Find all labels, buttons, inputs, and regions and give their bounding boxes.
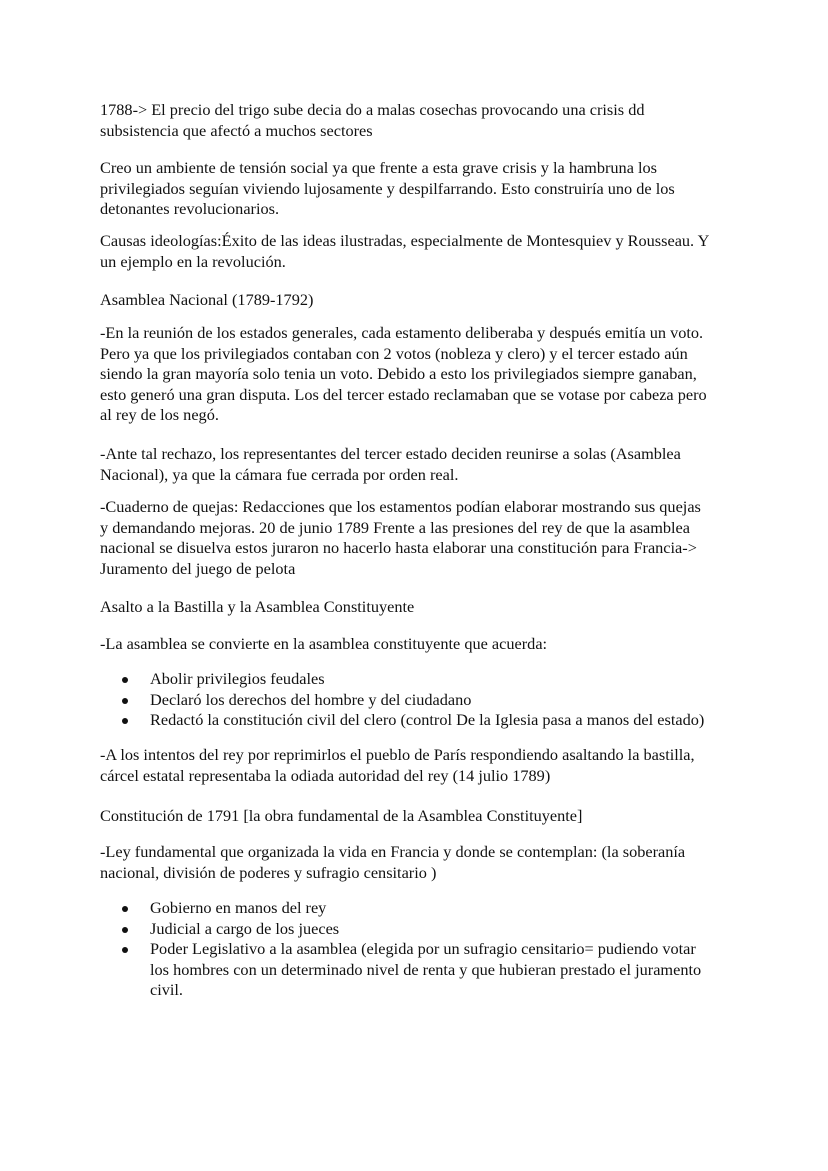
list-item — [100, 710, 740, 731]
paragraph — [100, 158, 740, 220]
text-line: -A los intentos del rey por reprimirlos el pueblo de París respondiendo asaltando la bastilla, — [100, 745, 695, 764]
paragraph — [100, 444, 740, 485]
text-line: Causas ideologías:Éxito de las ideas ilustradas, especialmente de Montesquiev y Rousseau. Y — [100, 231, 710, 250]
text-line: -Ley fundamental que organizada la vida en Francia y donde se contemplan: (la soberanía — [100, 842, 686, 861]
paragraph — [100, 231, 740, 272]
list-item — [100, 939, 740, 1001]
list-item-line: Abolir privilegios feudales — [150, 669, 325, 688]
list-item-line: Judicial a cargo de los jueces — [150, 918, 340, 938]
text-line: al rey de los negó. — [100, 405, 219, 425]
text-line: privilegiados seguían viviendo lujosamente y despilfarrando. Esto construiría uno de los — [100, 178, 675, 198]
text-line: Pero ya que los privilegiados contaban con 2 votos (nobleza y clero) y el tercer estado aún — [100, 343, 688, 363]
paragraph — [100, 842, 740, 883]
section-heading — [100, 806, 740, 827]
list-item — [100, 669, 740, 690]
list-item — [100, 919, 740, 940]
text-line: y demandando mejoras. 20 de junio 1789 Frente a las presiones del rey de que la asamblea — [100, 517, 691, 537]
text-line: -Ante tal rechazo, los representantes del tercer estado deciden reunirse a solas (Asamblea — [100, 444, 681, 463]
text-line: detonantes revolucionarios. — [100, 199, 280, 219]
text-line: -En la reunión de los estados generales, cada estamento deliberaba y después emitía un voto. — [100, 323, 704, 342]
bullet-list — [100, 898, 740, 1001]
paragraph — [100, 497, 740, 579]
text-line: Asalto a la Bastilla y la Asamblea Constituyente — [100, 597, 415, 616]
paragraph — [100, 323, 740, 426]
text-line: siendo la gran mayoría solo tenia un voto. Debido a esto los privilegiados siempre ganaban, — [100, 364, 697, 384]
text-line: esto generó una gran disputa. Los del tercer estado reclamaban que se votase por cabeza pero — [100, 384, 707, 404]
text-line: Nacional), ya que la cámara fue cerrada por orden real. — [100, 464, 459, 484]
list-item — [100, 898, 740, 919]
paragraph — [100, 100, 740, 141]
list-item-line: Poder Legislativo a la asamblea (elegida por un sufragio censitario= pudiendo votar — [150, 939, 696, 959]
list-item-line: Gobierno en manos del rey — [150, 898, 327, 917]
list-item-line: los hombres con un determinado nivel de renta y que hubieran prestado el juramento — [150, 959, 702, 979]
list-item-line: civil. — [150, 980, 184, 1000]
text-line: Asamblea Nacional (1789-1792) — [100, 290, 314, 309]
text-line: un ejemplo en la revolución. — [100, 251, 286, 271]
text-line: 1788-> El precio del trigo sube decia do a malas cosechas provocando una crisis dd — [100, 100, 645, 119]
text-line: -La asamblea se convierte en la asamblea constituyente que acuerda: — [100, 634, 548, 653]
text-line: -Cuaderno de quejas: Redacciones que los estamentos podían elaborar mostrando sus quejas — [100, 497, 701, 516]
bullet-list-items — [100, 898, 740, 1001]
text-line: Creo un ambiente de tensión social ya que frente a esta grave crisis y la hambruna los — [100, 158, 657, 177]
section-heading — [100, 597, 740, 618]
list-item-line: Redactó la constitución civil del clero (control De la Iglesia pasa a manos del estado) — [150, 710, 705, 730]
paragraph — [100, 745, 740, 786]
text-line: cárcel estatal representaba la odiada autoridad del rey (14 julio 1789) — [100, 765, 551, 785]
paragraph — [100, 634, 740, 655]
text-line: Juramento del juego de pelota — [100, 558, 296, 578]
list-item-line: Declaró los derechos del hombre y del ciudadano — [150, 689, 472, 709]
text-line: nacional se disuelva estos juraron no hacerlo hasta elaborar una constitución para Francia-> — [100, 538, 697, 558]
text-line: subsistencia que afectó a muchos sectores — [100, 120, 373, 140]
text-line: nacional, división de poderes y sufragio censitario ) — [100, 862, 437, 882]
list-item — [100, 690, 740, 711]
bullet-list — [100, 669, 740, 731]
text-line: Constitución de 1791 [la obra fundamental de la Asamblea Constituyente] — [100, 806, 583, 825]
section-heading — [100, 290, 740, 311]
bullet-list-items — [100, 669, 740, 731]
